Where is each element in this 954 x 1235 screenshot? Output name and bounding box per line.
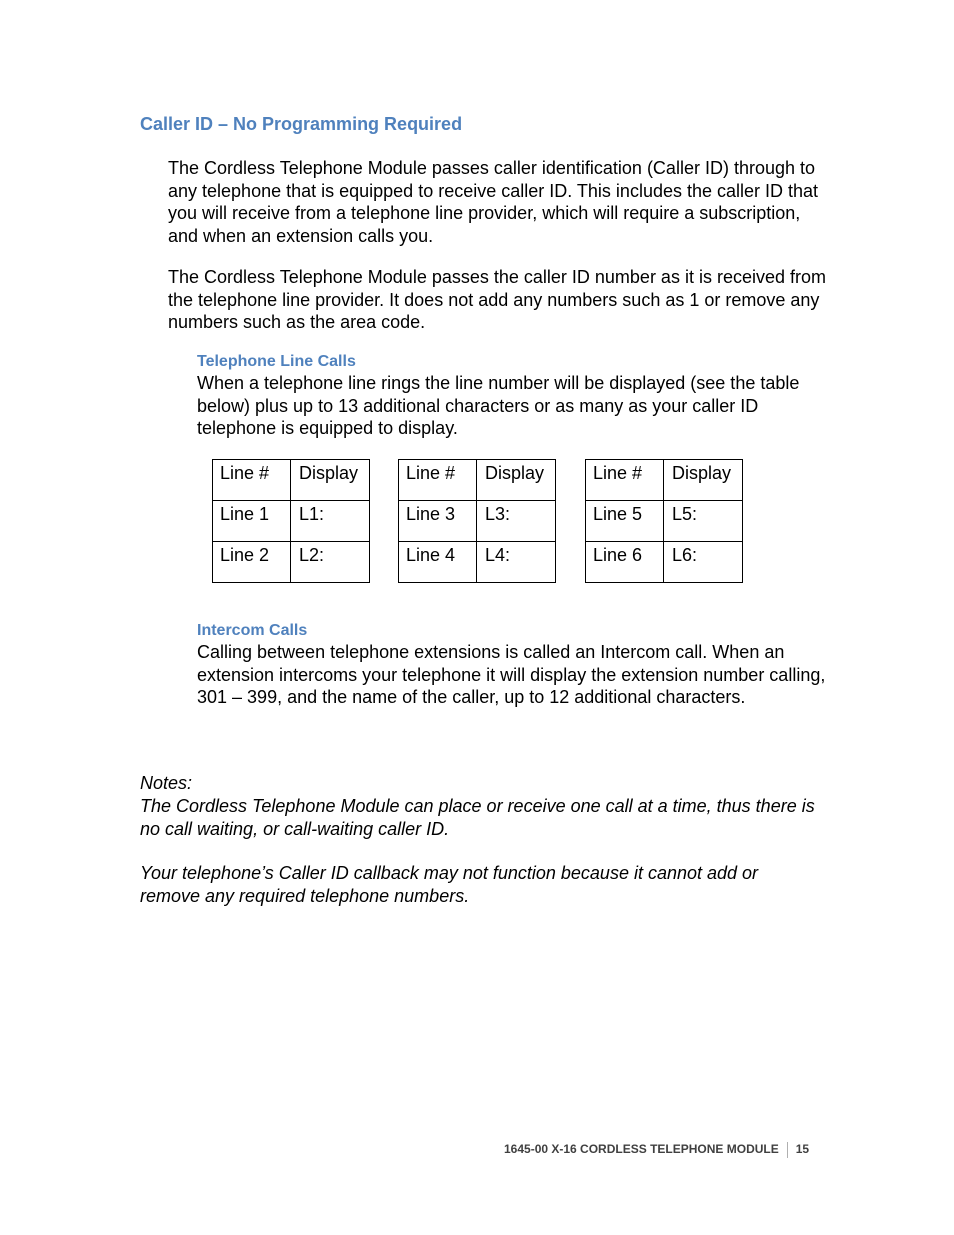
header-line-number: Line #: [213, 460, 291, 501]
display-cell: L4:: [477, 542, 556, 583]
table-row: [213, 542, 370, 583]
page-number: 15: [795, 1142, 810, 1156]
display-cell: L1:: [291, 501, 370, 542]
line-cell: Line 5: [586, 501, 664, 542]
line-cell: Line 6: [586, 542, 664, 583]
display-cell: L5:: [664, 501, 743, 542]
display-cell: L6:: [664, 542, 743, 583]
header-display: Display: [477, 460, 556, 501]
telephone-line-calls-text: When a telephone line rings the line number will be displayed (see the table below) plus up to 13 additional characters or as many as your caller ID telephone is equipped to display.: [197, 373, 800, 439]
line-cell: Line 1: [213, 501, 291, 542]
line-cell: Line 4: [399, 542, 477, 583]
table-header-row: [213, 460, 370, 501]
table-header-row: [586, 460, 743, 501]
header-display: Display: [291, 460, 370, 501]
table-row: [399, 501, 556, 542]
table-row: [399, 542, 556, 583]
table-row: [586, 542, 743, 583]
caller-id-passthrough-paragraph: The Cordless Telephone Module passes the caller ID number as it is received from the telephone line provider. It does not add any numbers such as 1 or remove any numbers such as the area code.: [168, 267, 826, 333]
display-cell: L3:: [477, 501, 556, 542]
note-one-call-at-a-time: The Cordless Telephone Module can place or receive one call at a time, thus there is no call waiting, or call-waiting caller ID.: [140, 796, 815, 839]
header-display: Display: [664, 460, 743, 501]
header-line-number: Line #: [399, 460, 477, 501]
header-line-number: Line #: [586, 460, 664, 501]
footer-title: 1645-00 X-16 CORDLESS TELEPHONE MODULE: [504, 1142, 779, 1156]
intercom-calls-heading: Intercom Calls: [197, 622, 308, 639]
intercom-calls-text: Calling between telephone extensions is called an Intercom call. When an extension intercoms your telephone it will display the extension number calling, 301 – 399, and the name of the caller, up to 12 additional characters.: [197, 642, 826, 708]
table-row: [213, 501, 370, 542]
line-display-table-1: [212, 459, 370, 583]
line-display-table-3: [585, 459, 743, 583]
footer-divider: [787, 1142, 788, 1158]
line-cell: Line 2: [213, 542, 291, 583]
notes-label: Notes:: [140, 773, 193, 793]
intro-paragraph: The Cordless Telephone Module passes caller identification (Caller ID) through to any telephone that is equipped to receive caller ID. This includes the caller ID that you will receive from a telephone line provider, which will require a subscription, and when an extension calls you.: [168, 158, 819, 247]
section-title: Caller ID – No Programming Required: [140, 114, 463, 134]
table-row: [586, 501, 743, 542]
telephone-line-calls-heading: Telephone Line Calls: [197, 353, 356, 370]
line-display-table-2: [398, 459, 556, 583]
page-footer: [504, 1140, 809, 1158]
table-header-row: [399, 460, 556, 501]
note-callback: Your telephone’s Caller ID callback may not function because it cannot add or remove any required telephone numbers.: [140, 863, 759, 906]
display-cell: L2:: [291, 542, 370, 583]
line-cell: Line 3: [399, 501, 477, 542]
